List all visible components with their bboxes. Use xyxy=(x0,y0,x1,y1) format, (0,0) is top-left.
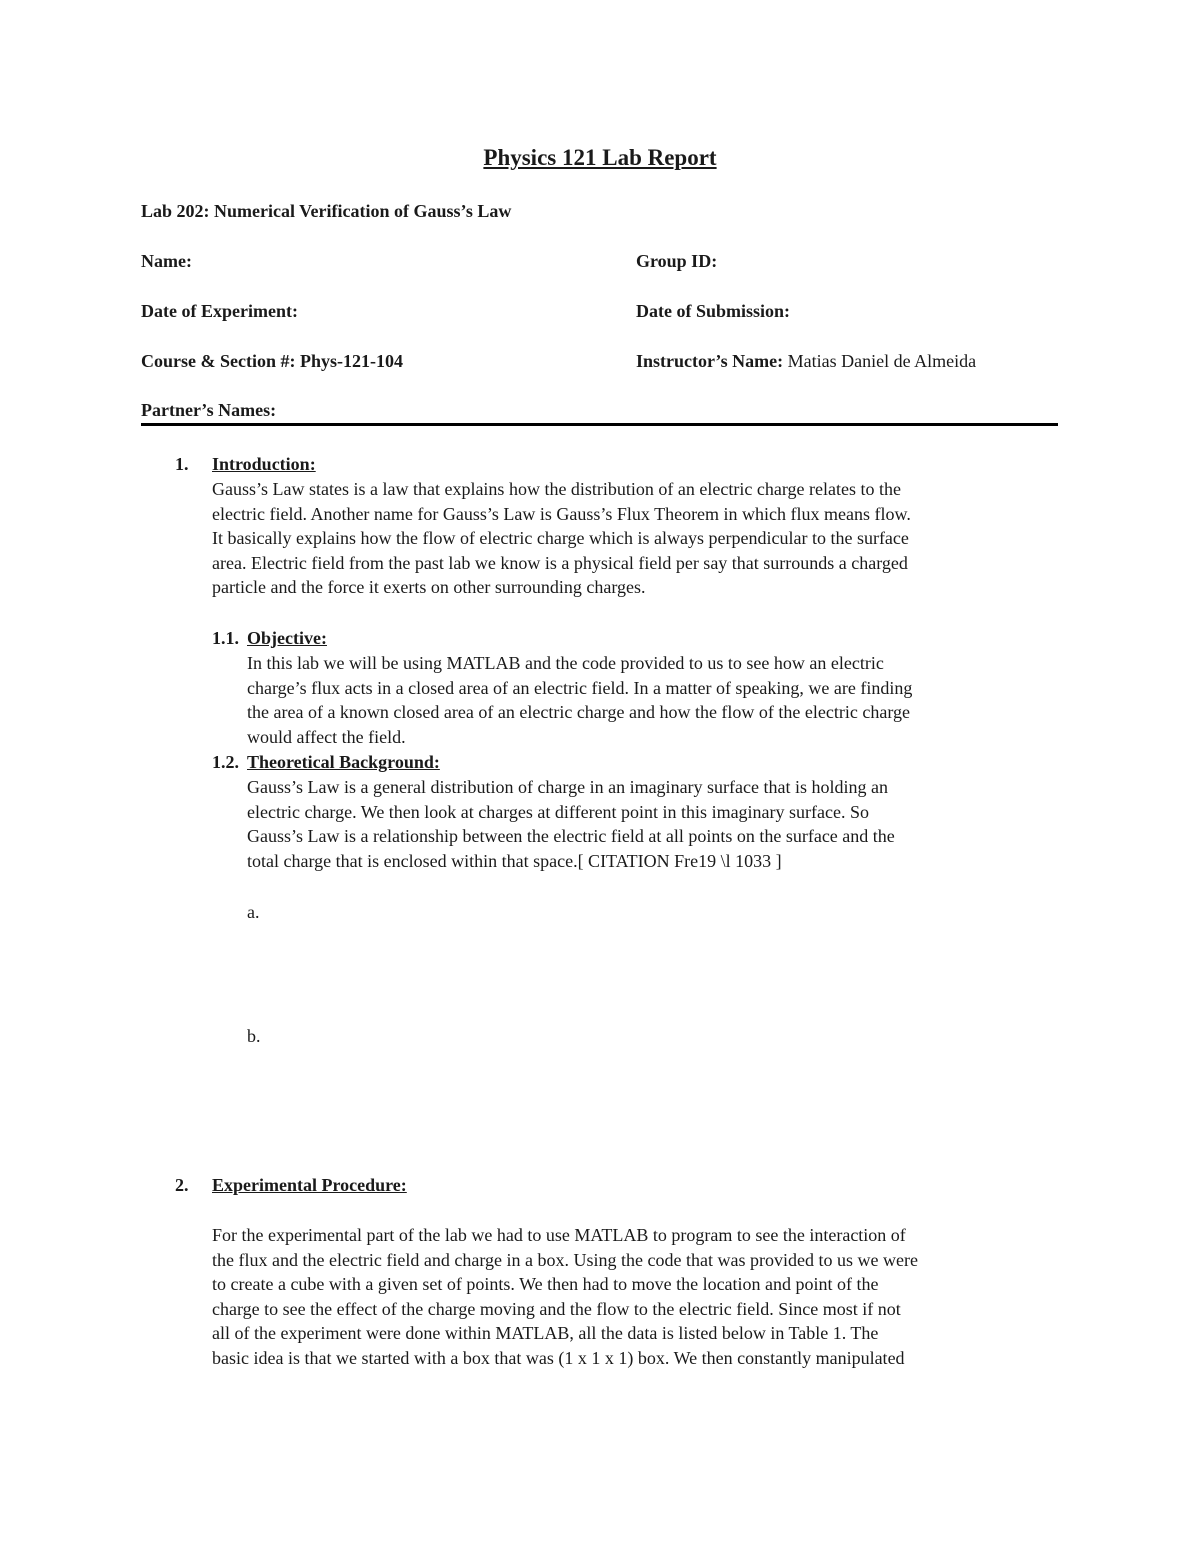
lab-title: Lab 202: Numerical Verification of Gauss’s Law xyxy=(141,201,512,221)
list-item-b: b. xyxy=(247,1026,261,1046)
section-1-number: 1. xyxy=(175,454,189,474)
section-2-number: 2. xyxy=(175,1175,189,1195)
page-title: Physics 121 Lab Report xyxy=(483,145,717,170)
paragraph-line: charge to see the effect of the charge moving and the flow to the electric field. Since most if not xyxy=(212,1298,901,1319)
section-1-2-heading: Theoretical Background: xyxy=(247,752,440,772)
section-1-heading: Introduction: xyxy=(212,454,316,474)
paragraph-line: In this lab we will be using MATLAB and the code provided to us to see how an electric xyxy=(247,653,884,673)
paragraph-line: It basically explains how the flow of electric charge which is always perpendicular to the surface xyxy=(212,528,909,549)
instructor-label: Instructor’s Name: xyxy=(636,351,784,371)
section-1-2-body xyxy=(247,775,895,873)
partners-label: Partner’s Names: xyxy=(141,400,277,420)
section-2-body xyxy=(212,1223,918,1371)
date-of-submission-label: Date of Submission: xyxy=(636,301,791,321)
group-id-label: Group ID: xyxy=(636,251,718,271)
paragraph-line: Gauss’s Law is a general distribution of charge in an imaginary surface that is holding an xyxy=(247,777,888,797)
course-section-label: Course & Section #: Phys-121-104 xyxy=(141,351,403,371)
paragraph-line: basic idea is that we started with a box that was (1 x 1 x 1) box. We then constantly manipulated xyxy=(212,1347,905,1368)
date-of-experiment-label: Date of Experiment: xyxy=(141,301,298,321)
section-1-1-heading: Objective: xyxy=(247,628,327,648)
paragraph-line: For the experimental part of the lab we had to use MATLAB to program to see the interaction of xyxy=(212,1225,906,1245)
paragraph-line: charge’s flux acts in a closed area of an electric field. In a matter of speaking, we are finding xyxy=(247,677,913,698)
paragraph-line: all of the experiment were done within MATLAB, all the data is listed below in Table 1. The xyxy=(212,1323,879,1344)
name-label: Name: xyxy=(141,251,192,271)
paragraph-line: Gauss’s Law states is a law that explains how the distribution of an electric charge relates to the xyxy=(212,479,901,499)
section-1-body xyxy=(212,477,911,600)
list-item-a: a. xyxy=(247,902,260,922)
paragraph-line: Gauss’s Law is a relationship between the electric field at all points on the surface and the xyxy=(247,826,895,847)
paragraph-line: the area of a known closed area of an electric charge and how the flow of the electric charge xyxy=(247,702,911,723)
paragraph-line: to create a cube with a given set of points. We then had to move the location and point of the xyxy=(212,1274,879,1295)
section-1-1-body xyxy=(247,651,912,749)
header-divider xyxy=(141,423,1058,426)
paragraph-line: electric field. Another name for Gauss’s Law is Gauss’s Flux Theorem in which flux means flow. xyxy=(212,503,911,524)
paragraph-line: the flux and the electric field and charge in a box. Using the code that was provided to us we were xyxy=(212,1249,918,1270)
section-1-1-number: 1.1. xyxy=(212,628,239,648)
paragraph-line: electric charge. We then look at charges at different point in this imaginary surface. So xyxy=(247,801,870,822)
section-2-heading: Experimental Procedure: xyxy=(212,1175,407,1195)
section-1-2-number: 1.2. xyxy=(212,752,239,772)
paragraph-line: area. Electric field from the past lab we know is a physical field per say that surrounds a charged xyxy=(212,552,908,573)
paragraph-line: particle and the force it exerts on other surrounding charges. xyxy=(212,577,646,598)
paragraph-line: would affect the field. xyxy=(247,726,406,747)
instructor-field xyxy=(636,349,976,373)
paragraph-line: total charge that is enclosed within that space.[ CITATION Fre19 \l 1033 ] xyxy=(247,850,782,871)
instructor-value: Matias Daniel de Almeida xyxy=(783,351,977,371)
